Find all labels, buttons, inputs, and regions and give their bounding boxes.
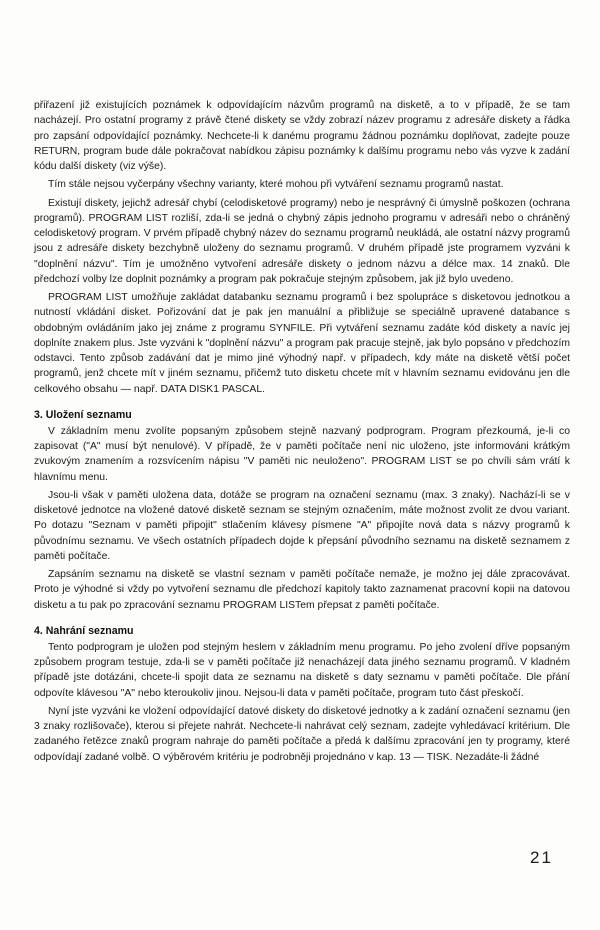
paragraph: Zapsáním seznamu na disketě se vlastní seznam v paměti počítače nemaže, je možno jej dále zpracovávat. Proto je výhodné si vždy po vytvoření seznamu dle předchozí kapitoly takto zaznamenat pracovní kopii na datovou disketu a tu pak po zpracování seznamu PROGRAM LISTem přepsat z paměti počítače. [34, 569, 570, 611]
paragraph: Tento podprogram je uložen pod stejným heslem v základním menu programu. Po jeho zvolení dříve popsaným způsobem program testuje, zda-li se v paměti počítače již nenacházejí data jiného seznamu programů. V kladném případě jste dotázáni, chcete-li spojit data ze seznamu na disketě s daty seznamu v paměti počítače. Dle přání odpovíte klávesou "A" nebo kteroukoliv jinou. Nejsou-li data v paměti počítače, program tuto část přeskočí. [34, 641, 570, 699]
page-body [34, 98, 570, 768]
paragraph: Jsou-li však v paměti uložena data, dotáže se program na označení seznamu (max. 3 znaky). Nachází-li se v disketové jednotce na vložené datové disketě seznam se stejným označením, máte možnost zvolit ze dvou variant. Po dotazu "Seznam v paměti připojit" stlačením klávesy písmene "A" připojíte nová data s názvy programů k původnímu seznamu. Ve všech ostatních případech dojde k přepsání původního seznamu na disketě seznamem z paměti počítače. [34, 489, 570, 562]
paragraph: PROGRAM LIST umožňuje zakládat databanku seznamu programů i bez spolupráce s disketovou jednotkou a nutností vkládání disket. Pořizování dat je pak jen manuální a přibližuje se speciálně upravené databance s obdobným ovládáním jako jej známe z programu SYNFILE. Při vytváření seznamu zadáte kód diskety a navíc jej doplníte znakem plus. Jste vyzváni k "doplnění názvu" a program pak pracuje stejně, jak bylo popsáno v předchozím odstavci. Tento způsob zadávání dat je mimo jiné výhodný např. v případech, kdy máte na disketě větší počet programů, jenž chcete mít v jiném seznamu, přičemž tuto disketu chcete mít v hlavním seznamu evidovánu jen dle celkového obsahu — např. DATA DISK1 PASCAL. [34, 292, 570, 395]
paragraph-continued: přiřazení již existujících poznámek k odpovídajícím názvům programů na disketě, a to v případě, že se tam nacházejí. Pro ostatní programy z právě čtené diskety se vždy zobrazí název programu z adresáře diskety a řádka pro zapsání odpovídající poznámky. Nechcete-li k danému programu žádnou poznámku doplňovat, zadejte pouze RETURN, program bude dále pokračovat nabídkou zápisu poznámky k dalšímu programu nebo vás vyzve k zadání kódu další diskety (viz výše). [34, 100, 570, 172]
section-heading-4: 4. Nahrání seznamu [34, 624, 134, 637]
paragraph: Nyní jste vyzváni ke vložení odpovídající datové diskety do disketové jednotky a k zadání označení seznamu (jen 3 znaky rozlišovače), kterou si přejete nahrát. Nechcete-li nahrávat celý seznam, zadejte vyhledávací kritérium. Dle zadaného řetězce znaků program nahraje do paměti počítače a předá k dalšímu zpracování jen ty programy, které odpovídají zadané volbě. O výběrovém kritériu je podrobněji projednáno v kap. 13 — TISK. Nezadáte-li žádné [34, 705, 570, 763]
paragraph: Tím stále nejsou vyčerpány všechny varianty, které mohou při vytváření seznamu programů nastat. [48, 179, 504, 191]
page-number: 21 [530, 848, 553, 867]
paragraph: V základním menu zvolíte popsaným způsobem stejně nazvaný podprogram. Program přezkoumá, je-li co zapisovat ("A" musí být nenulové). V případě, že v paměti počítače není nic uloženo, jste informováni krátkým zvukovým znamením a rozsvícením nápisu "V paměti nic neuloženo". PROGRAM LIST se po chvíli sám vrátí k hlavnímu menu. [34, 425, 570, 483]
paragraph: Existují diskety, jejichž adresář chybí (celodisketové programy) nebo je nesprávný či úmyslně poškozen (ochrana programů). PROGRAM LIST rozliší, zda-li se jedná o chybný zápis jednoho programu v adresáři nebo o chráněný celodisketový program. V prvém případě chybný název do seznamu programů neukládá, ale ostatní názvy programů jsou z adresáře diskety bezchybně uloženy do seznamu programů. V druhém případě jste programem vyzváni k "doplnění názvu". Tím je umožněno vytvoření adresáře diskety o jednom názvu a délce max. 14 znaků. Dle předchozí volby lze doplnit poznámky a program pak pokračuje stejným způsobem, jak již bylo uvedeno. [34, 197, 570, 285]
section-heading-3: 3. Uložení seznamu [34, 408, 132, 421]
